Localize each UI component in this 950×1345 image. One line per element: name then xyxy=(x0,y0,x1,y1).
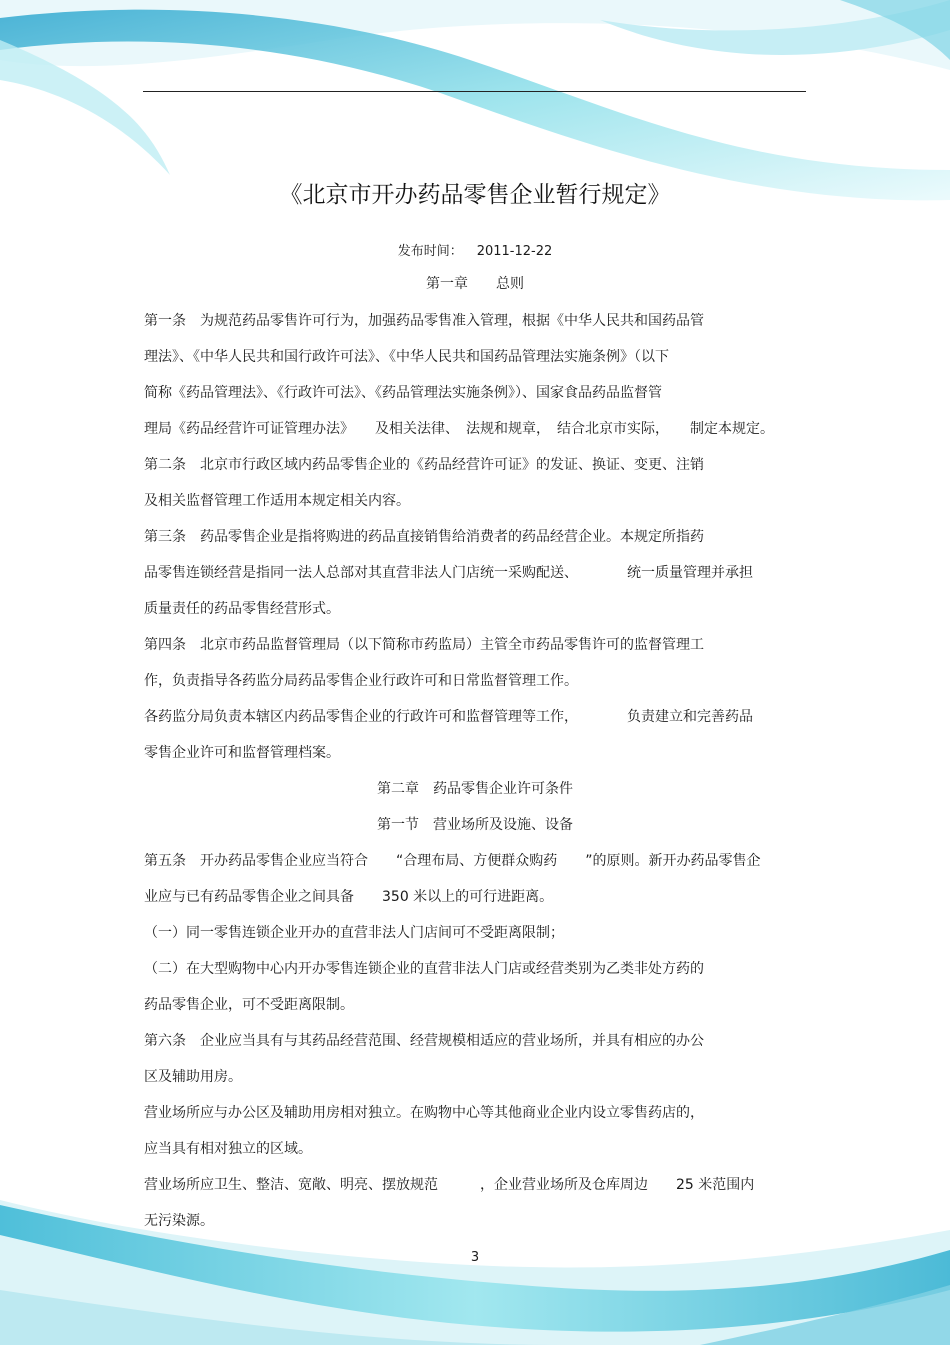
chapter-heading: 第一章 总则 xyxy=(426,276,524,292)
publish-date-line xyxy=(0,240,950,259)
body-line: 及相关监督管理工作适用本规定相关内容。 xyxy=(144,493,410,509)
body-line: 营业场所应卫生、整洁、宽敞、明亮、摆放规范 ，企业营业场所及仓库周边 25 米范围内 xyxy=(144,1177,755,1193)
header-rule xyxy=(143,91,806,92)
body-line: 无污染源。 xyxy=(144,1213,214,1229)
body-line: 各药监分局负责本辖区内药品零售企业的行政许可和监督管理等工作， 负责建立和完善药品 xyxy=(144,709,753,725)
body-line: 第五条 开办药品零售企业应当符合 “合理布局、方便群众购药 ”的原则。新开办药品零售企 xyxy=(144,853,761,869)
section-heading: 第一节 营业场所及设施、设备 xyxy=(377,817,573,833)
body-line: 第一条 为规范药品零售许可行为，加强药品零售准入管理，根据《中华人民共和国药品管 xyxy=(144,313,704,329)
body-line: 第六条 企业应当具有与其药品经营范围、经营规模相适应的营业场所，并具有相应的办公 xyxy=(144,1033,704,1049)
chapter-heading: 第二章 药品零售企业许可条件 xyxy=(377,781,573,797)
document-title: 《北京市开办药品零售企业暂行规定》 xyxy=(279,182,671,208)
publish-label: 发布时间： xyxy=(397,244,463,259)
body-line: 药品零售企业，可不受距离限制。 xyxy=(144,997,354,1013)
body-line: 理局《药品经营许可证管理办法》 及相关法律、 法规和规章， 结合北京市实际， 制定本规定。 xyxy=(144,421,774,437)
body-line: 零售企业许可和监督管理档案。 xyxy=(144,745,340,761)
body-line: 业应与已有药品零售企业之间具备 350 米以上的可行进距离。 xyxy=(144,889,554,905)
body-line: （二）在大型购物中心内开办零售连锁企业的直营非法人门店或经营类别为乙类非处方药的 xyxy=(144,961,704,977)
body-line: 品零售连锁经营是指同一法人总部对其直营非法人门店统一采购配送、 统一质量管理并承担 xyxy=(144,565,753,581)
body-line: 第二条 北京市行政区域内药品零售企业的《药品经营许可证》的发证、换证、变更、注销 xyxy=(144,457,704,473)
body-line: 第四条 北京市药品监督管理局（以下简称市药监局）主管全市药品零售许可的监督管理工 xyxy=(144,637,704,653)
body-line: （一）同一零售连锁企业开办的直营非法人门店间可不受距离限制； xyxy=(144,925,564,941)
body-line: 简称《药品管理法》、《行政许可法》、《药品管理法实施条例》）、国家食品药品监督管 xyxy=(144,385,662,401)
publish-date: 2011-12-22 xyxy=(476,244,553,259)
body-line: 第三条 药品零售企业是指将购进的药品直接销售给消费者的药品经营企业。本规定所指药 xyxy=(144,529,704,545)
page-number: 3 xyxy=(470,1250,480,1265)
body-line: 应当具有相对独立的区域。 xyxy=(144,1141,312,1157)
body-line: 理法》、《中华人民共和国行政许可法》、《中华人民共和国药品管理法实施条例》（以下 xyxy=(144,349,669,365)
body-line: 质量责任的药品零售经营形式。 xyxy=(144,601,340,617)
body-line: 营业场所应与办公区及辅助用房相对独立。在购物中心等其他商业企业内设立零售药店的， xyxy=(144,1105,704,1121)
body-line: 作，负责指导各药监分局药品零售企业行政许可和日常监督管理工作。 xyxy=(144,673,578,689)
body-line: 区及辅助用房。 xyxy=(144,1069,242,1085)
